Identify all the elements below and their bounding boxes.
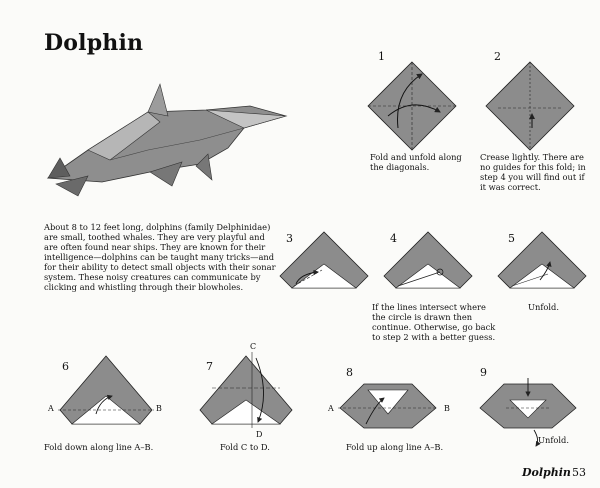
step-5-caption: Unfold. bbox=[528, 302, 560, 312]
step-7-label-d: D bbox=[256, 430, 263, 439]
dolphin-model-illustration bbox=[48, 84, 286, 196]
step-6-label-b: B bbox=[156, 404, 162, 413]
step-4-caption: If the lines intersect where the circle is drawn then continue. Otherwise, go back to step 2 with a better guess. bbox=[372, 302, 496, 342]
step-1-caption: Fold and unfold along the diagonals. bbox=[370, 152, 462, 172]
step-7-diagram bbox=[200, 352, 292, 428]
step-7-caption: Fold C to D. bbox=[220, 442, 270, 452]
step-5-number: 5 bbox=[508, 232, 515, 245]
step-9-number: 9 bbox=[480, 366, 487, 379]
footer-title: Dolphin bbox=[522, 466, 571, 479]
step-7-label-c: C bbox=[250, 342, 257, 351]
step-8-caption: Fold up along line A–B. bbox=[346, 442, 444, 452]
step-6-label-a: A bbox=[48, 404, 54, 413]
step-1-number: 1 bbox=[378, 50, 385, 63]
step-8-number: 8 bbox=[346, 366, 353, 379]
step-2-caption: Crease lightly. There are no guides for this fold; in step 4 you will find out if it was correct. bbox=[480, 152, 586, 192]
step-4-number: 4 bbox=[390, 232, 397, 245]
step-3-diagram bbox=[280, 232, 368, 288]
step-7-number: 7 bbox=[206, 360, 213, 373]
step-4-diagram bbox=[384, 232, 472, 288]
page-number: 53 bbox=[572, 466, 586, 479]
step-6-diagram bbox=[58, 356, 154, 424]
page-title: Dolphin bbox=[44, 30, 144, 56]
step-8-label-a: A bbox=[328, 404, 334, 413]
step-8-label-b: B bbox=[444, 404, 450, 413]
step-6-caption: Fold down along line A–B. bbox=[44, 442, 154, 452]
step-3-number: 3 bbox=[286, 232, 293, 245]
step-6-number: 6 bbox=[62, 360, 69, 373]
step-9-caption: Unfold. bbox=[538, 435, 570, 445]
step-1-diagram bbox=[368, 62, 456, 150]
step-2-number: 2 bbox=[494, 50, 501, 63]
step-8-diagram bbox=[338, 384, 438, 428]
intro-paragraph: About 8 to 12 feet long, dolphins (family Delphinidae) are small, toothed whales. They are very playful and are often found near ships. They are known for their intelligence—dolphins can be taught many tricks—and for their ability to detect small objects with their sonar system. These noisy creatures can communicate by clicking and whistling through their blowholes. bbox=[44, 222, 276, 292]
step-2-diagram bbox=[486, 62, 574, 150]
